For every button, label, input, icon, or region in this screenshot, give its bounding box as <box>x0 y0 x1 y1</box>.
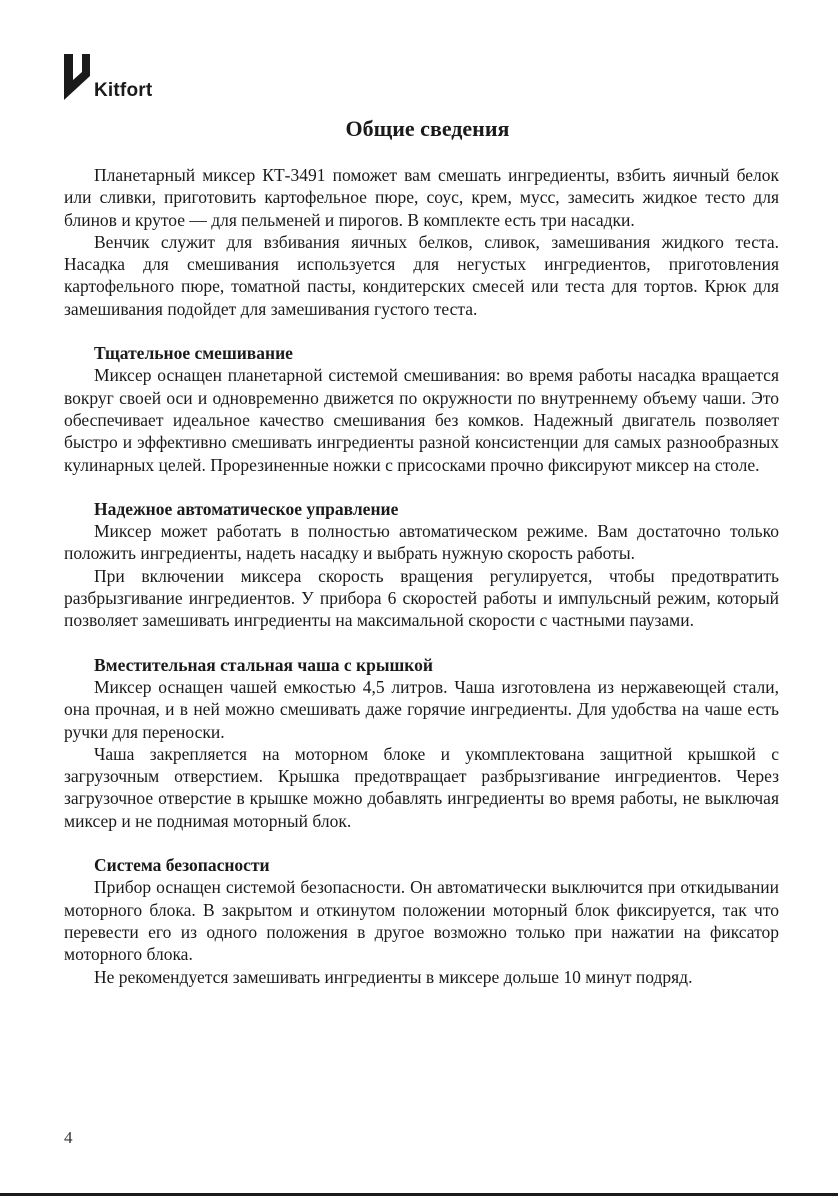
intro-paragraph-2: Венчик служит для взбивания яичных белков, сливок, замешивания жидкого теста. Насадка для смешивания используется для негустых ингредиентов, приготовления картофельного пюре, томатной пасты, кондитерских смесей или теста для тортов. Крюк для замешивания подойдет для замешивания густого теста. <box>64 231 779 319</box>
section-heading-safety: Система безопасности <box>94 855 270 876</box>
page-number: 4 <box>64 1128 73 1147</box>
section-heading-control: Надежное автоматическое управление <box>94 498 399 519</box>
section-safety-paragraph-1: Прибор оснащен системой безопасности. Он автоматически выключится при откидывании моторного блока. В закрытом и откинутом положении моторный блок фиксируется, так что перевести его из одного положения в другое возможно только при нажатии на фиксатор моторного блока. <box>64 877 779 965</box>
section-heading-mixing: Тщательное смешивание <box>94 343 293 364</box>
document-body <box>64 116 779 988</box>
section-control-paragraph-2: При включении миксера скорость вращения регулируется, чтобы предотвратить разбрызгивание ингредиентов. У прибора 6 скоростей работы и импульсный режим, который позволяет замешивать ингредиенты на максимальной скорости с частными паузами. <box>64 565 779 631</box>
section-control-paragraph-1: Миксер может работать в полностью автоматическом режиме. Вам достаточно только положить ингредиенты, надеть насадку и выбрать нужную скорость работы. <box>64 521 779 564</box>
section-safety-paragraph-2: Не рекомендуется замешивать ингредиенты в миксере дольше 10 минут подряд. <box>94 966 693 987</box>
intro-paragraph-1: Планетарный миксер КТ-3491 поможет вам смешать ингредиенты, взбить яичный белок или сливки, приготовить картофельное пюре, соус, крем, мусс, замесить жидкое тесто для блинов и крутое — для пельменей и пирогов. В комплекте есть три насадки. <box>64 165 779 230</box>
brand-logo <box>64 54 152 100</box>
section-mixing-paragraph-1: Миксер оснащен планетарной системой смешивания: во время работы насадка вращается вокруг своей оси и одновременно движется по окружности по внутреннему объему чаши. Это обеспечивает идеальное качество смешивания без комков. Надежный двигатель позволяет быстро и эффективно смешивать ингредиенты разной консистенции для самых разнообразных кулинарных целей. Прорезиненные ножки с присосками прочно фиксируют миксер на столе. <box>64 365 779 475</box>
section-heading-bowl: Вместительная стальная чаша с крышкой <box>94 654 433 675</box>
brand-name: Kitfort <box>94 80 153 101</box>
kitfort-logo-icon <box>64 54 90 100</box>
page-title: Общие сведения <box>345 116 510 141</box>
section-bowl-paragraph-2: Чаша закрепляется на моторном блоке и укомплектована защитной крышкой с загрузочным отверстием. Крышка предотвращает разбрызгивание ингредиентов. Через загрузочное отверстие в крышке можно добавлять ингредиенты во время работы, не выключая миксер и не поднимая моторный блок. <box>64 743 779 831</box>
section-bowl-paragraph-1: Миксер оснащен чашей емкостью 4,5 литров. Чаша изготовлена из нержавеющей стали, она прочная, и в ней можно смешивать даже горячие ингредиенты. Для удобства на чаше есть ручки для переноски. <box>64 676 779 742</box>
